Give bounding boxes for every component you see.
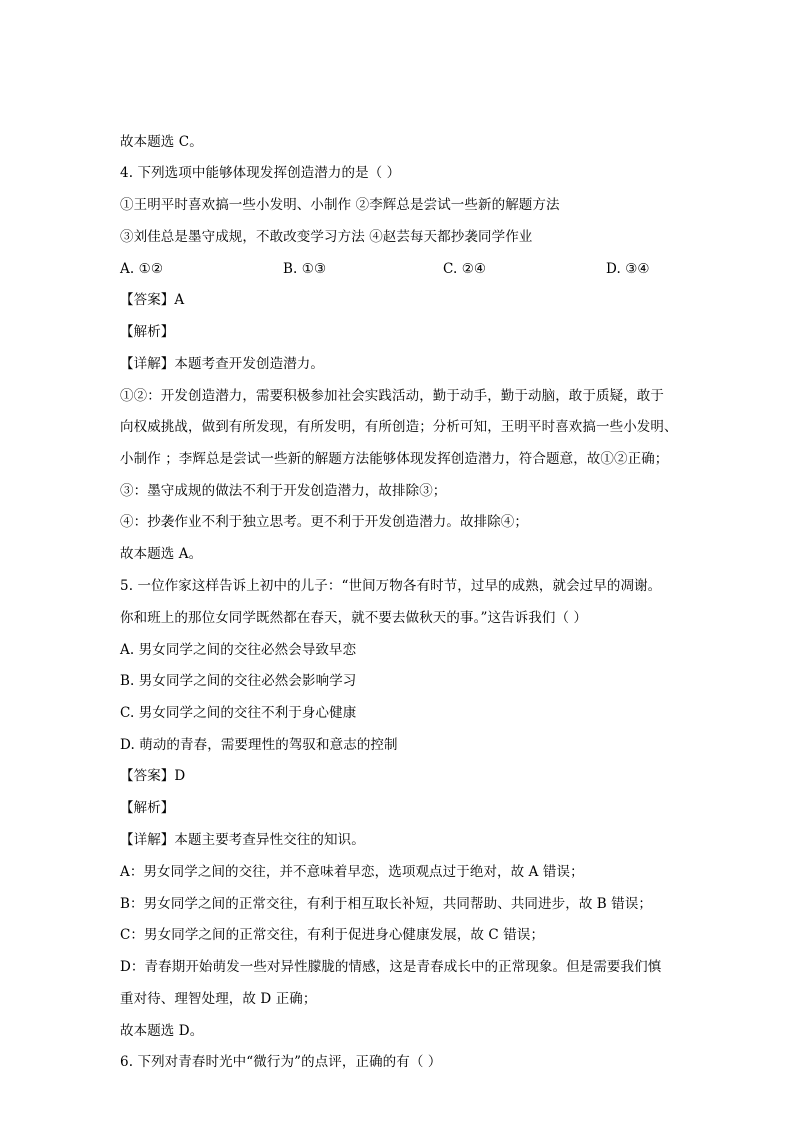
- question-4-statements-1-2: ①王明平时喜欢搞一些小发明、小制作 ②李辉总是尝试一些新的解题方法: [120, 197, 560, 213]
- question-4-stem: 4. 下列选项中能够体现发挥创造潜力的是（ ）: [120, 165, 401, 181]
- answer-label: 【答案】D: [120, 768, 186, 784]
- detail-line: 【详解】本题主要考查异性交往的知识。: [120, 832, 365, 848]
- explanation-line: 小制作 ；李辉总是尝试一些新的解题方法能够体现发挥创造潜力，符合题意，故①②正确；: [120, 451, 669, 467]
- analysis-label: 【解析】: [120, 800, 175, 816]
- explanation-line: ①②：开发创造潜力，需要积极参加社会实践活动，勤于动手，勤于动脑，敢于质疑，敢于: [120, 388, 664, 404]
- question-5-stem: 5. 一位作家这样告诉上初中的儿子：“世间万物各有时节，过早的成熟，就会过早的凋谢。: [120, 578, 662, 594]
- explanation-line: B：男女同学之间的正常交往，有利于相互取长补短，共同帮助、共同进步，故 B 错误；: [120, 896, 653, 912]
- conclusion-line: 故本题选 A。: [120, 546, 203, 562]
- explanation-line: 向权威挑战，做到有所发现，有所发明，有所创造；分析可知，王明平时喜欢搞一些小发明、: [120, 419, 678, 435]
- detail-line: 【详解】本题考查开发创造潜力。: [120, 356, 324, 372]
- question-4-options: [120, 259, 676, 279]
- text-line: 故本题选 C。: [120, 134, 203, 150]
- explanation-line: ④：抄袭作业不利于独立思考。更不利于开发创造潜力。故排除④；: [120, 514, 528, 530]
- option-b: B. 男女同学之间的交往必然会影响学习: [120, 673, 357, 689]
- option-b: B. ①③: [283, 261, 327, 277]
- explanation-line: D：青春期开始萌发一些对异性朦胧的情感，这是青春成长中的正常现象。但是需要我们慎: [120, 959, 662, 975]
- option-d: D. ③④: [606, 261, 650, 277]
- question-6-stem: 6. 下列对青春时光中“微行为”的点评，正确的有（ ）: [120, 1054, 442, 1070]
- question-4-statements-3-4: ③刘佳总是墨守成规，不敢改变学习方法 ④赵芸每天都抄袭同学作业: [120, 229, 533, 245]
- question-5-stem: 你和班上的那位女同学既然都在春天，就不要去做秋天的事。”这告诉我们（ ）: [120, 610, 588, 626]
- option-a: A. 男女同学之间的交往必然会导致早恋: [120, 642, 357, 658]
- explanation-line: 重对待、理智处理，故 D 正确；: [120, 991, 317, 1007]
- answer-label: 【答案】A: [120, 292, 185, 308]
- explanation-line: C：男女同学之间的正常交往，有利于促进身心健康发展，故 C 错误；: [120, 927, 545, 943]
- explanation-line: A：男女同学之间的交往，并不意味着早恋，选项观点过于绝对，故 A 错误；: [120, 864, 584, 880]
- option-c: C. ②④: [443, 261, 487, 277]
- option-d: D. 萌动的青春，需要理性的驾驭和意志的控制: [120, 737, 398, 753]
- conclusion-line: 故本题选 D。: [120, 1023, 204, 1039]
- analysis-label: 【解析】: [120, 324, 175, 340]
- explanation-line: ③：墨守成规的做法不利于开发创造潜力，故排除③；: [120, 483, 447, 499]
- option-a: A. ①②: [120, 261, 164, 277]
- option-c: C. 男女同学之间的交往不利于身心健康: [120, 705, 357, 721]
